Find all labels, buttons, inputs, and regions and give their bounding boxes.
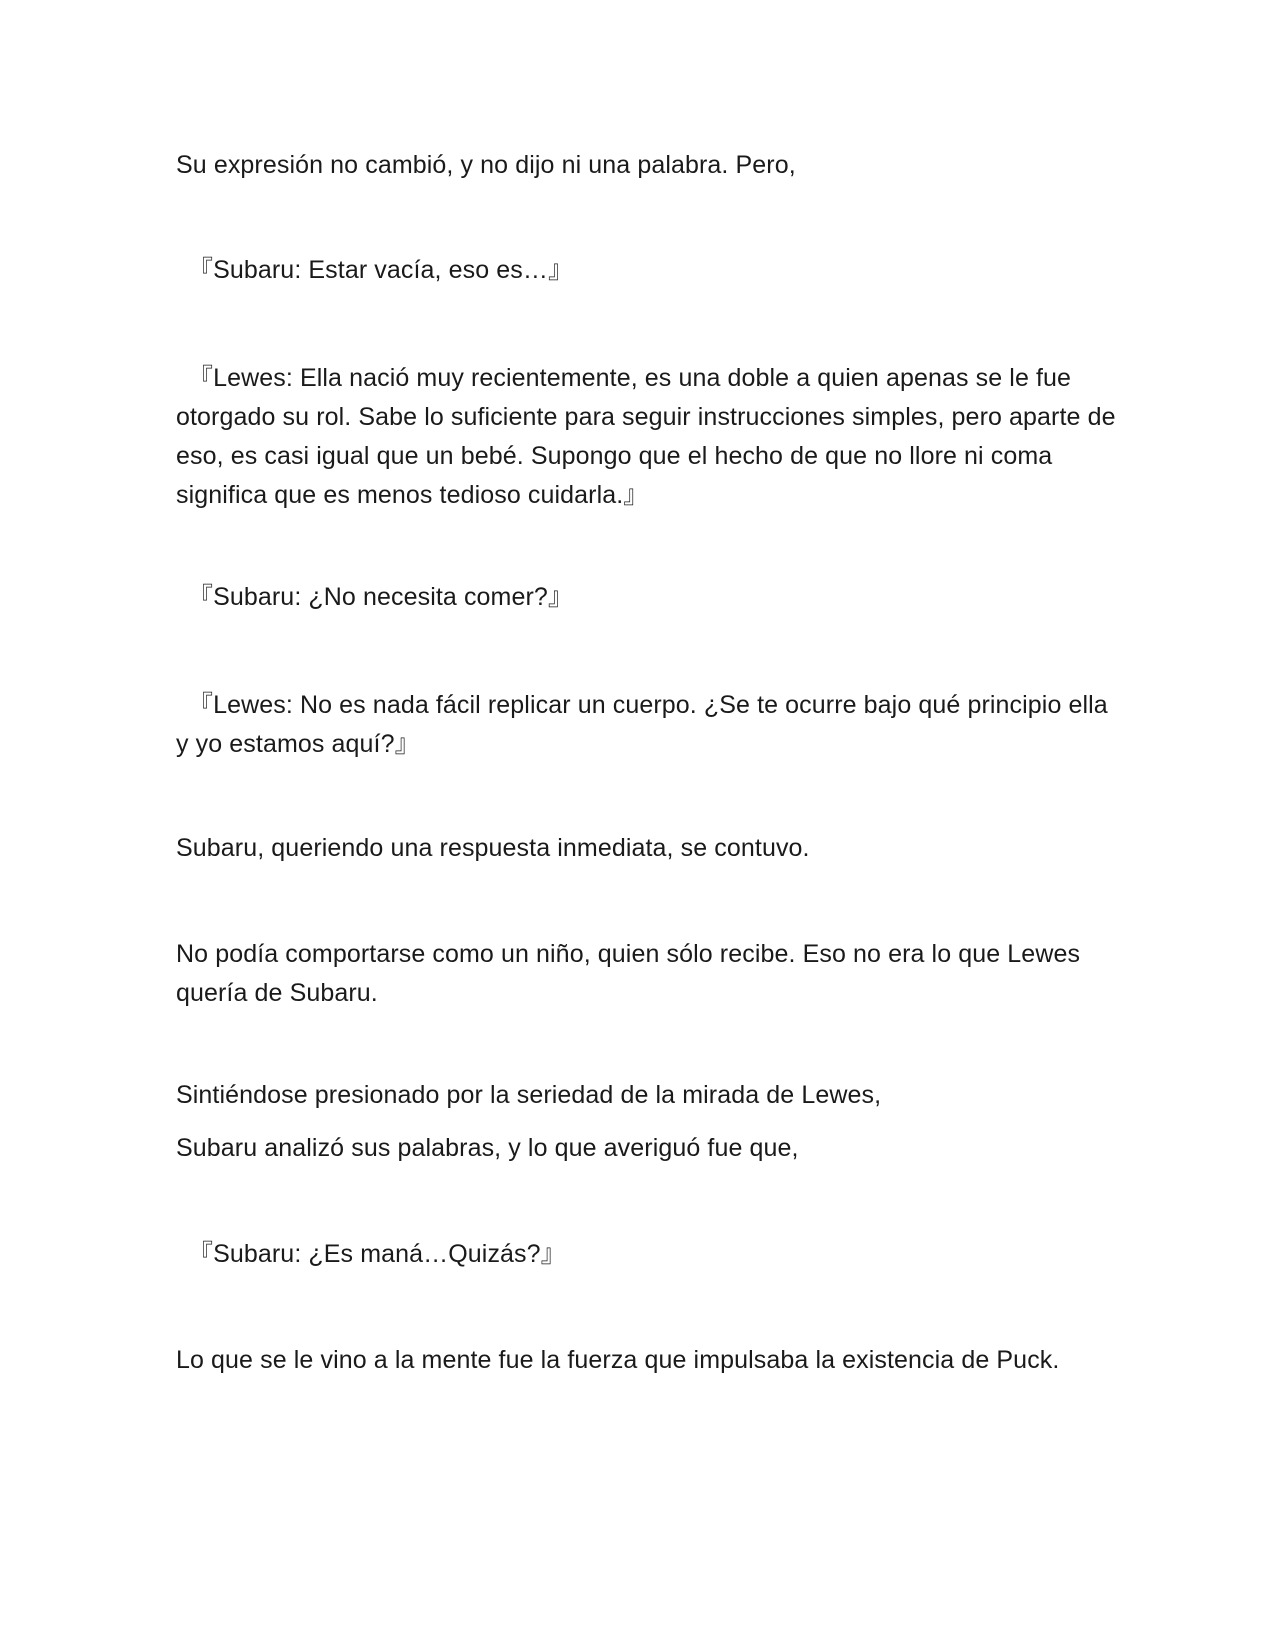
- narration-paragraph: Su expresión no cambió, y no dijo ni una palabra. Pero,: [176, 151, 796, 179]
- dialogue-subaru: 『Subaru: ¿Es maná…Quizás?』: [188, 1240, 566, 1268]
- narration-paragraph: Subaru analizó sus palabras, y lo que averiguó fue que,: [176, 1134, 799, 1162]
- narration-paragraph: Subaru, queriendo una respuesta inmediata, se contuvo.: [176, 834, 810, 862]
- narration-paragraph: Lo que se le vino a la mente fue la fuerza que impulsaba la existencia de Puck.: [176, 1346, 1060, 1374]
- dialogue-lewes: 『Lewes: No es nada fácil replicar un cuerpo. ¿Se te ocurre bajo qué principio ella y yo estamos aquí?』: [176, 691, 1115, 758]
- dialogue-lewes: 『Lewes: Ella nació muy recientemente, es una doble a quien apenas se le fue otorgado su rol. Sabe lo suficiente para seguir instrucciones simples, pero aparte de eso, es casi igual que un bebé. Supongo que el hecho de que no llore ni coma significa que es menos tedioso cuidarla.』: [176, 364, 1123, 509]
- dialogue-subaru: 『Subaru: ¿No necesita comer?』: [188, 583, 574, 611]
- dialogue-subaru: 『Subaru: Estar vacía, eso es…』: [188, 256, 574, 284]
- narration-paragraph: Sintiéndose presionado por la seriedad de la mirada de Lewes,: [176, 1081, 882, 1109]
- narration-paragraph: No podía comportarse como un niño, quien sólo recibe. Eso no era lo que Lewes quería de Subaru.: [176, 940, 1088, 1007]
